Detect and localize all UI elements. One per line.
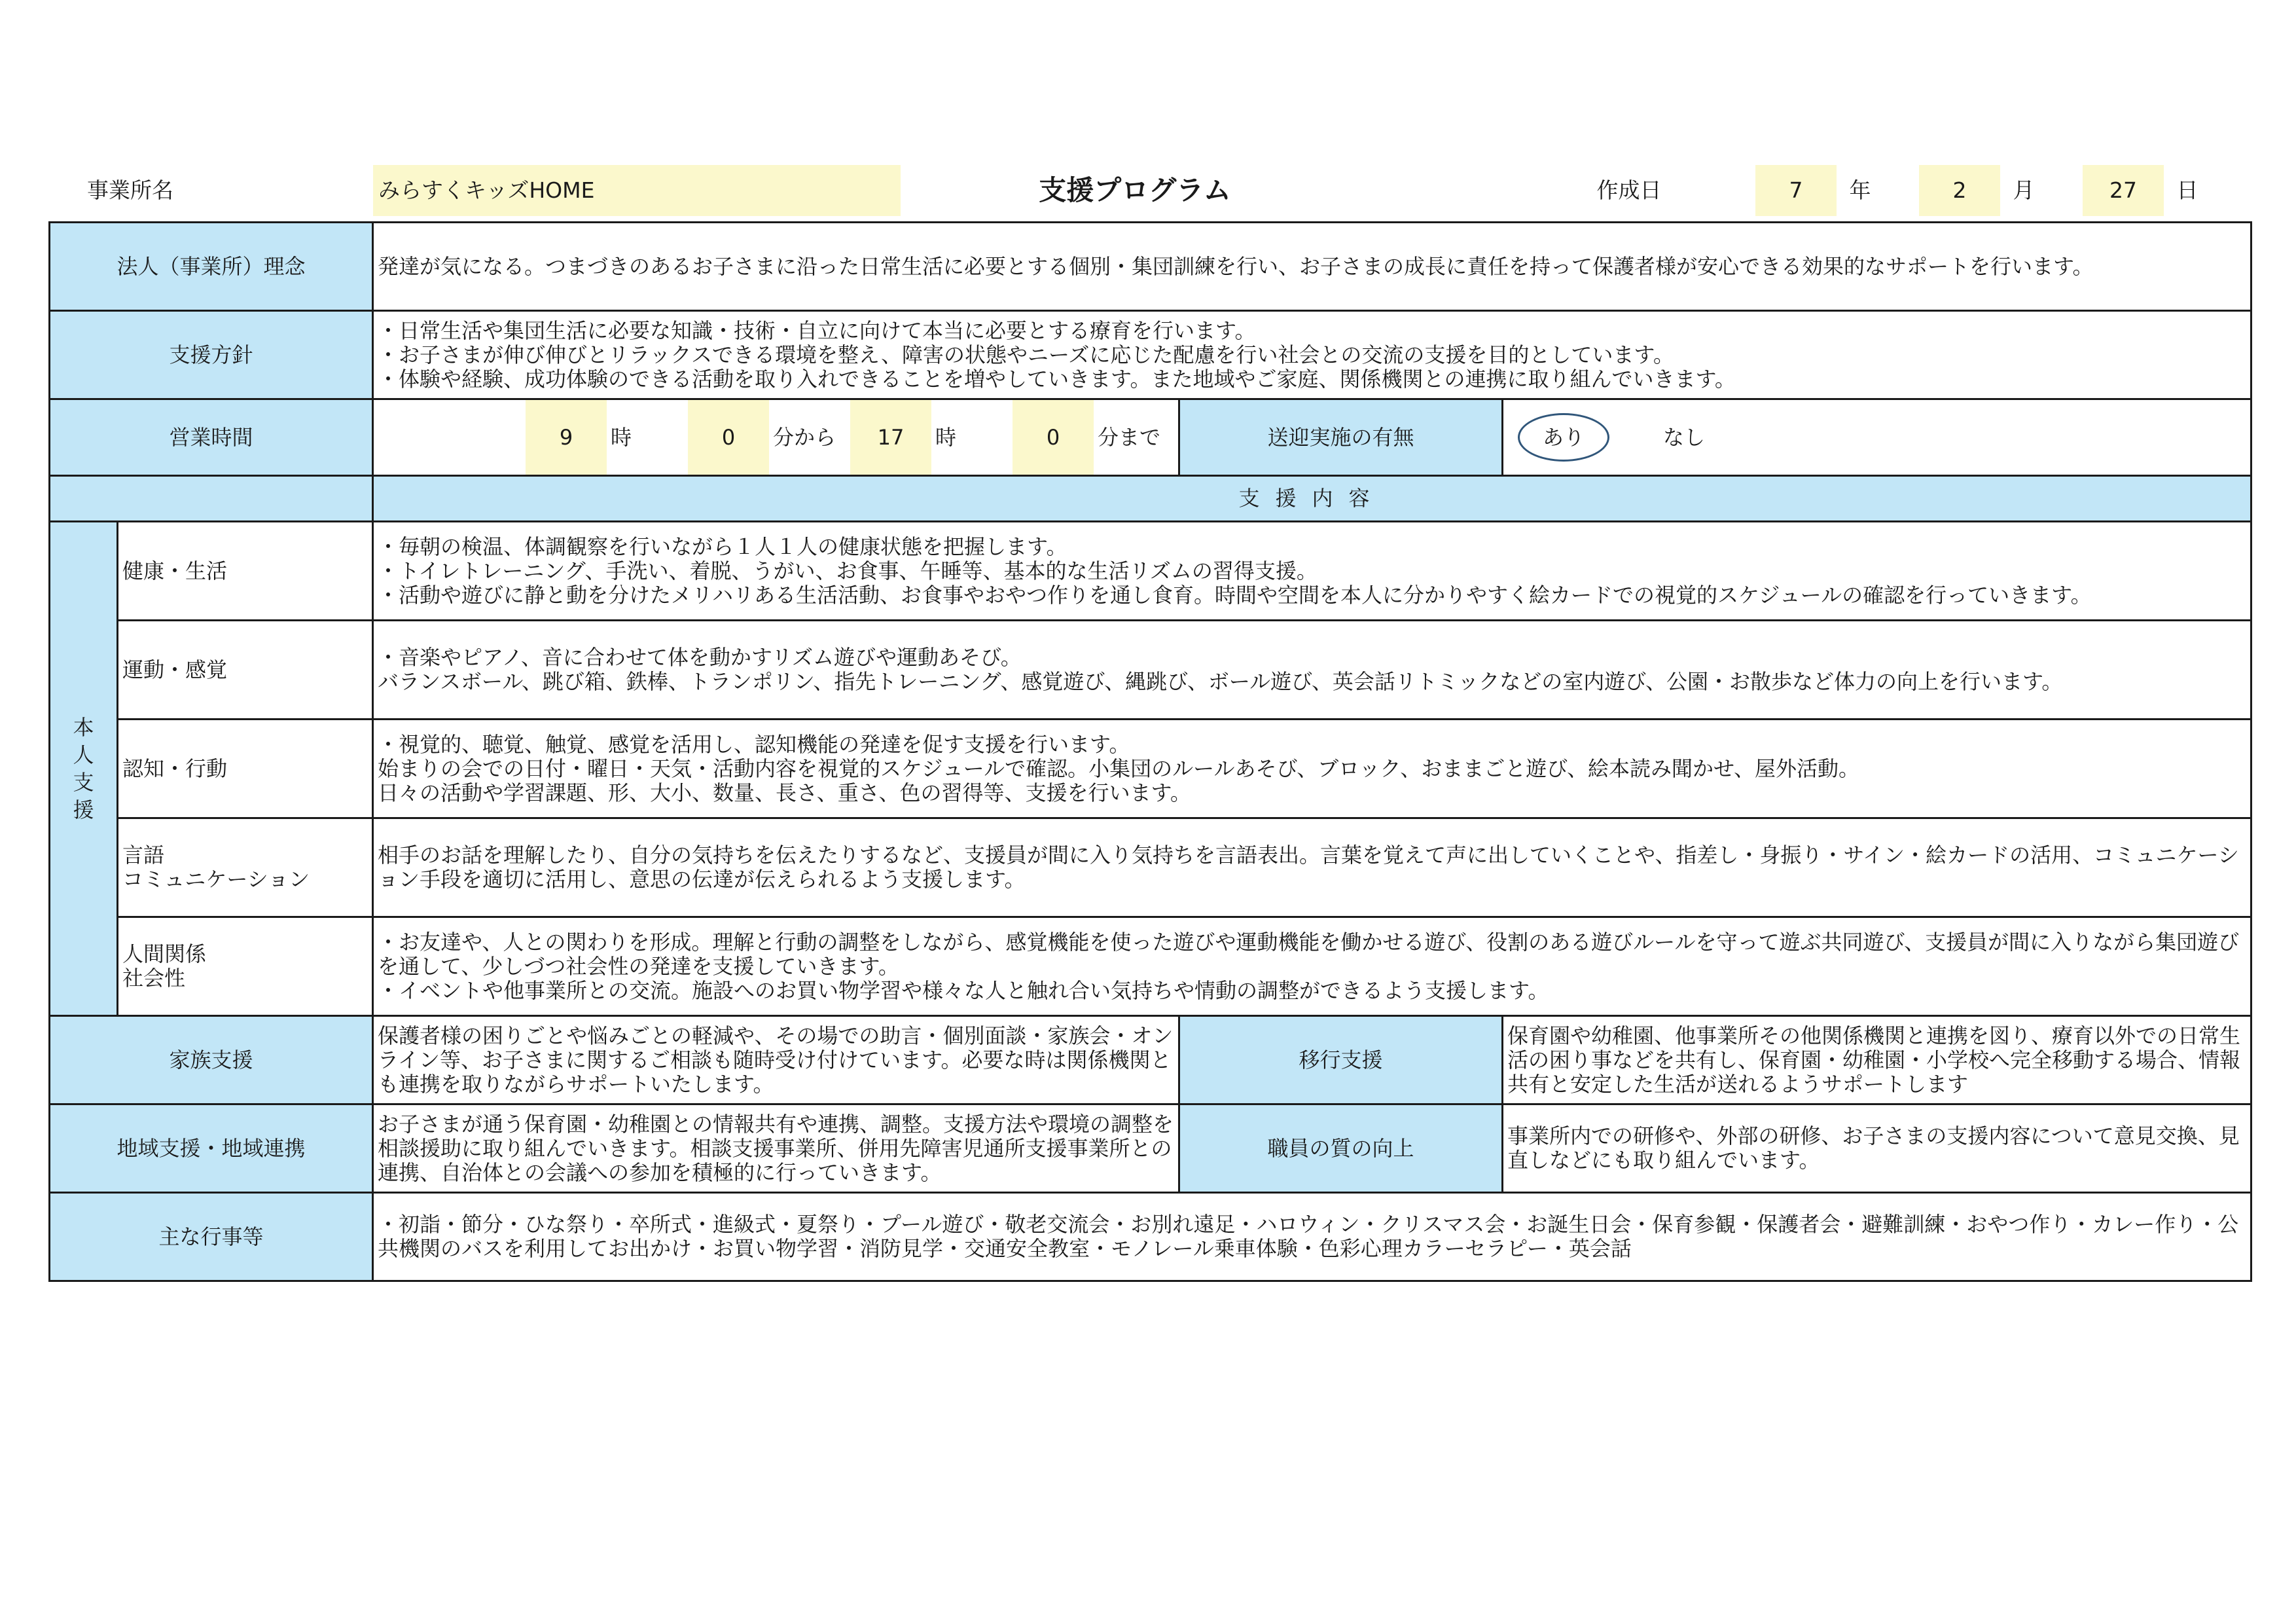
transport-options (1503, 399, 2251, 476)
document-header (48, 165, 2250, 216)
events-label: 主な行事等 (50, 1193, 373, 1281)
relationships-social-text[interactable]: ・お友達や、人との関わりを形成。理解と行動の調整をしながら、感覚機能を使った遊びや運動機能を働かせる遊び、役割のある遊びルールを守って遊ぶ共同遊び、支援員が間に入りながら集団遊びを通して、少しづつ社会性の発達を支援していきます。 ・イベントや他事業所との交流。施設へのお買い物学習や様々な人と触れ合い気持ちや情動の調整ができるよう支援します。 (373, 917, 2251, 1016)
events-text[interactable]: ・初詣・節分・ひな祭り・卒所式・進級式・夏祭り・プール遊び・敬老交流会・お別れ遠足・ハロウィン・クリスマス会・お誕生日会・保育参観・保護者会・避難訓練・おやつ作り・カレー作り・公共機関のバスを利用してお出かけ・お買い物学習・消防見学・交通安全教室・モノレール乗車体験・色彩心理カラーセラピー・英会話 (373, 1193, 2251, 1281)
philosophy-row (50, 223, 2251, 311)
transport-option-no[interactable]: なし (1663, 425, 1706, 450)
philosophy-label: 法人（事業所）理念 (50, 223, 373, 311)
support-content-header-blank (50, 476, 373, 522)
day-field[interactable]: 27 (2083, 165, 2164, 216)
staff-quality-text[interactable]: 事業所内での研修や、外部の研修、お子さまの支援内容について意見交換、見直しなどにも取り組んでいます。 (1503, 1104, 2251, 1193)
personal-support-row-cognition (50, 720, 2251, 818)
language-communication-text[interactable]: 相手のお話を理解したり、自分の気持ちを伝えたりするなど、支援員が間に入り気持ちを言語表出。言葉を覚えて声に出していくことや、指差し・身振り・サイン・絵カードの活用、コミュニケーション手段を適切に活用し、意思の伝達が伝えられるよう支援します。 (373, 818, 2251, 917)
personal-support-row-social (50, 917, 2251, 1016)
hours-cell (373, 399, 1179, 476)
community-staff-row (50, 1104, 2251, 1193)
support-program-table (48, 221, 2252, 1282)
start-minute-field[interactable]: 0 (688, 400, 769, 475)
year-field[interactable]: 7 (1755, 165, 1837, 216)
page-title: 支援プログラム (1039, 174, 1231, 206)
start-hour-unit: 時 (611, 425, 632, 450)
support-content-header: 支援内容 (373, 476, 2251, 522)
policy-label: 支援方針 (50, 311, 373, 399)
language-communication-label: 言語 コミュニケーション (118, 818, 373, 917)
support-content-header-row (50, 476, 2251, 522)
start-hour-field[interactable]: 9 (526, 400, 607, 475)
philosophy-text[interactable]: 発達が気になる。つまづきのあるお子さまに沿った日常生活に必要とする個別・集団訓練を行い、お子さまの成長に責任を持って保護者様が安心できる効果的なサポートを行います。 (373, 223, 2251, 311)
end-hour-unit: 時 (935, 425, 957, 450)
events-row (50, 1193, 2251, 1281)
relationships-social-label: 人間関係 社会性 (118, 917, 373, 1016)
transport-option-yes[interactable]: あり (1543, 425, 1585, 450)
end-minute-unit: 分まで (1098, 425, 1161, 450)
transition-support-label: 移行支援 (1179, 1016, 1503, 1104)
end-minute-field[interactable]: 0 (1013, 400, 1094, 475)
month-unit: 月 (2013, 177, 2035, 203)
motor-sensory-label: 運動・感覚 (118, 621, 373, 720)
staff-quality-label: 職員の質の向上 (1179, 1104, 1503, 1193)
cognition-behavior-text[interactable]: ・視覚的、聴覚、触覚、感覚を活用し、認知機能の発達を促す支援を行います。 始まりの会での日付・曜日・天気・活動内容を視覚的スケジュールで確認。小集団のルールあそび、ブロック、おままごと遊び、絵本読み聞かせ、屋外活動。 日々の活動や学習課題、形、大小、数量、長さ、重さ、色の習得等、支援を行います。 (373, 720, 2251, 818)
year-unit: 年 (1849, 177, 1871, 203)
created-date-label: 作成日 (1596, 177, 1662, 203)
end-hour-field[interactable]: 17 (850, 400, 931, 475)
start-minute-unit: 分から (773, 425, 836, 450)
day-unit: 日 (2176, 177, 2198, 203)
health-life-label: 健康・生活 (118, 522, 373, 621)
community-support-label: 地域支援・地域連携 (50, 1104, 373, 1193)
family-support-text[interactable]: 保護者様の困りごとや悩みごとの軽減や、その場での助言・個別面談・家族会・オンライン等、お子さまに関するご相談も随時受け付けています。必要な時は関係機関とも連携を取りながらサポートいたします。 (373, 1016, 1179, 1104)
transition-support-text[interactable]: 保育園や幼稚園、他事業所その他関係機関と連携を図り、療育以外での日常生活の困り事などを共有し、保育園・幼稚園・小学校へ完全移動する場合、情報共有と安定した生活が送れるようサポートします (1503, 1016, 2251, 1104)
policy-row (50, 311, 2251, 399)
community-support-text[interactable]: お子さまが通う保育園・幼稚園との情報共有や連携、調整。支援方法や環境の調整を相談援助に取り組んでいきます。相談支援事業所、併用先障害児通所支援事業所との連携、自治体との会議への参加を積極的に行っていきます。 (373, 1104, 1179, 1193)
personal-support-row-health (50, 522, 2251, 621)
motor-sensory-text[interactable]: ・音楽やピアノ、音に合わせて体を動かすリズム遊びや運動あそび。 バランスボール、跳び箱、鉄棒、トランポリン、指先トレーニング、感覚遊び、縄跳び、ボール遊び、英会話リトミックなどの室内遊び、公園・お散歩など体力の向上を行います。 (373, 621, 2251, 720)
office-name-field[interactable]: みらすくキッズHOME (373, 165, 901, 216)
policy-text[interactable]: ・日常生活や集団生活に必要な知識・技術・自立に向けて本当に必要とする療育を行います。 ・お子さまが伸び伸びとリラックスできる環境を整え、障害の状態やニーズに応じた配慮を行い社会との交流の支援を目的としています。 ・体験や経験、成功体験のできる活動を取り入れできることを増やしていきます。また地域やご家庭、関係機関との連携に取り組んでいきます。 (373, 311, 2251, 399)
personal-support-label: 本人支援 (50, 522, 118, 1016)
health-life-text[interactable]: ・毎朝の検温、体調観察を行いながら１人１人の健康状態を把握します。 ・トイレトレーニング、手洗い、着脱、うがい、お食事、午睡等、基本的な生活リズムの習得支援。 ・活動や遊びに静と動を分けたメリハリある生活活動、お食事やおやつ作りを通し食育。時間や空間を本人に分かりやすく絵カードでの視覚的スケジュールの確認を行っていきます。 (373, 522, 2251, 621)
month-field[interactable]: 2 (1919, 165, 2000, 216)
cognition-behavior-label: 認知・行動 (118, 720, 373, 818)
hours-row (50, 399, 2251, 476)
personal-support-row-motor (50, 621, 2251, 720)
personal-support-row-language (50, 818, 2251, 917)
family-support-label: 家族支援 (50, 1016, 373, 1104)
family-transition-row (50, 1016, 2251, 1104)
hours-label: 営業時間 (50, 399, 373, 476)
office-name-label: 事業所名 (87, 177, 173, 203)
transport-label: 送迎実施の有無 (1179, 399, 1503, 476)
